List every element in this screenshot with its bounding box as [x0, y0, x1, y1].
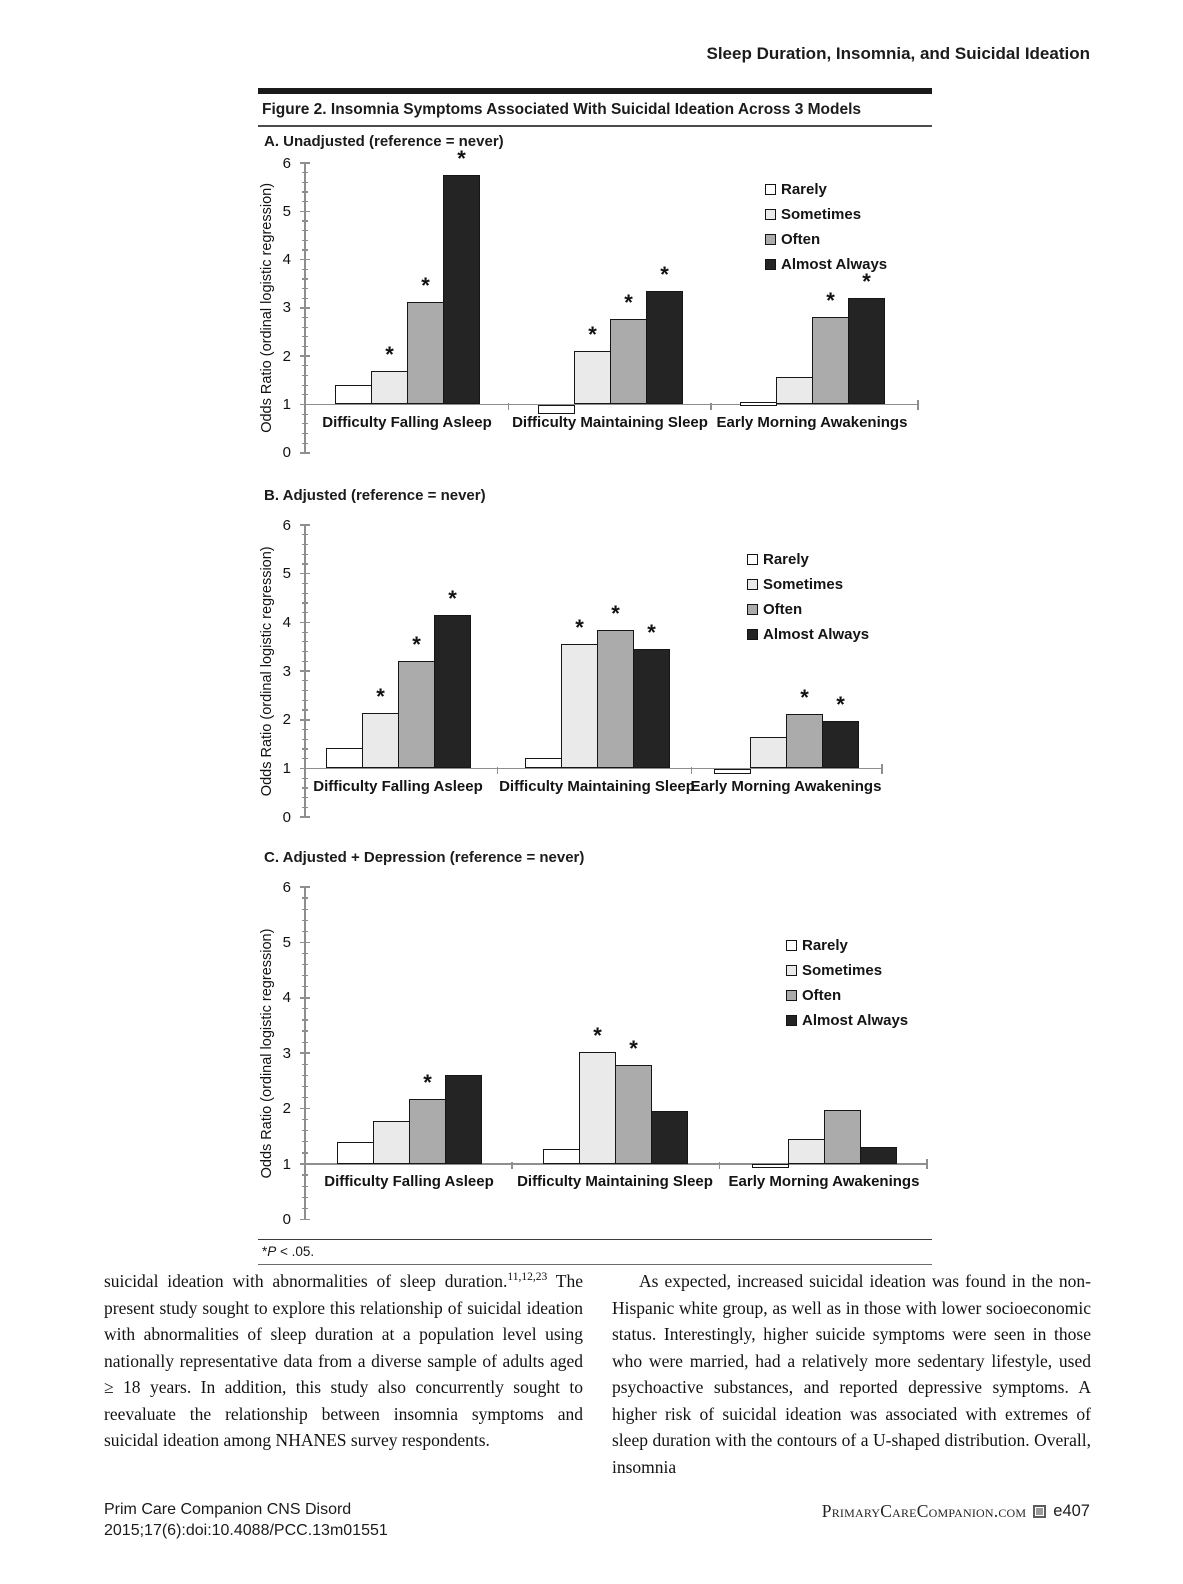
- panel-c-adjusted-depression: [258, 849, 932, 1231]
- y-major-tick: [300, 1108, 310, 1110]
- y-minor-tick: [302, 593, 308, 594]
- legend-swatch-rarely: [765, 184, 776, 195]
- legend-label: Almost Always: [781, 256, 888, 273]
- bar-rarely: [752, 1164, 789, 1168]
- y-tick-label: 6: [282, 154, 291, 172]
- bar-sometimes: [750, 737, 787, 769]
- chart-b-adjusted: [258, 507, 932, 829]
- y-axis-title: Odds Ratio (ordinal logistic regression): [259, 182, 275, 433]
- bar-rarely: [740, 402, 777, 406]
- y-minor-tick: [302, 680, 308, 681]
- y-tick-label: 5: [282, 933, 291, 951]
- significance-asterisk: *: [423, 1070, 432, 1096]
- legend-swatch-almost-always: [765, 259, 776, 270]
- y-major-tick: [300, 259, 310, 261]
- y-minor-tick: [302, 298, 308, 299]
- bar-rarely: [538, 405, 575, 414]
- y-tick-label: 5: [282, 202, 291, 220]
- y-minor-tick: [302, 1152, 308, 1153]
- significance-asterisk: *: [629, 1035, 638, 1061]
- y-minor-tick: [302, 443, 308, 444]
- legend-item: [765, 202, 861, 227]
- y-major-tick: [300, 1052, 310, 1054]
- bar-often: [409, 1099, 446, 1164]
- y-minor-tick: [302, 201, 308, 202]
- significance-asterisk: *: [647, 619, 656, 645]
- legend-item: [786, 958, 882, 983]
- y-major-tick: [300, 622, 310, 624]
- significance-asterisk: *: [624, 290, 633, 315]
- chart-c-adjusted-depression: [258, 869, 932, 1231]
- y-minor-tick: [302, 739, 308, 740]
- y-minor-tick: [302, 1197, 308, 1198]
- bar-sometimes: [776, 377, 813, 405]
- legend-item: [747, 572, 843, 597]
- y-minor-tick: [302, 758, 308, 759]
- significance-asterisk: *: [588, 322, 597, 348]
- significance-asterisk: *: [575, 615, 584, 641]
- body-text-right-column: As expected, increased suicidal ideation was found in the non-Hispanic white group, as well as in those with lower socioeconomic status. Interestingly, higher suicide symptoms were seen in those who were married, had a relatively more sedentary lifestyle, used psychoactive substances, and reported depressive symptoms. A higher risk of suicidal ideation was associated with extremes of sleep duration with the contours of a U-shaped distribution. Overall, insomnia: [612, 1271, 1091, 1477]
- y-minor-tick: [302, 1075, 308, 1076]
- y-minor-tick: [302, 544, 308, 545]
- legend-item: [765, 252, 887, 277]
- legend-label: Sometimes: [802, 962, 883, 979]
- y-tick-label: 1: [282, 1155, 291, 1173]
- legend-swatch-almost-always: [786, 1015, 797, 1026]
- significance-asterisk: *: [412, 632, 421, 658]
- y-minor-tick: [302, 288, 308, 289]
- y-minor-tick: [302, 1064, 308, 1065]
- left-column-text: suicidal ideation with abnormalities of sleep duration.: [104, 1271, 508, 1291]
- y-tick-label: 4: [282, 613, 291, 631]
- bar-almost-always: [822, 721, 859, 769]
- figure-footnote: [258, 1239, 932, 1265]
- journal-name: Prim Care Companion CNS Disord: [104, 1501, 352, 1518]
- y-tick-label: 3: [282, 662, 291, 680]
- y-minor-tick: [302, 986, 308, 987]
- page-number: e407: [1053, 1502, 1090, 1520]
- y-minor-tick: [302, 336, 308, 337]
- bar-often: [407, 302, 444, 405]
- x-axis-end-tick: [917, 400, 919, 410]
- category-label: Early Morning Awakenings: [690, 777, 882, 795]
- journal-doi: 2015;17(6):doi:10.4088/PCC.13m01551: [104, 1522, 388, 1539]
- y-major-tick: [300, 524, 310, 526]
- legend-item: [747, 597, 802, 622]
- bar-almost-always: [633, 649, 670, 769]
- legend-label: Often: [763, 601, 803, 618]
- bar-sometimes: [371, 371, 408, 405]
- significance-asterisk: *: [611, 600, 620, 626]
- category-label: Difficulty Falling Asleep: [324, 1173, 494, 1190]
- y-major-tick: [300, 886, 310, 888]
- panel-a-unadjusted: [258, 133, 932, 465]
- panel-b-adjusted: [258, 487, 932, 829]
- category-separator-tick: [719, 1162, 721, 1169]
- y-minor-tick: [302, 1141, 308, 1142]
- panel-c-label: C. Adjusted + Depression (reference = never): [264, 849, 585, 866]
- bar-almost-always: [445, 1075, 482, 1164]
- figure-2: [258, 88, 932, 1265]
- category-label: Early Morning Awakenings: [728, 1173, 920, 1190]
- bar-rarely: [337, 1142, 374, 1164]
- y-major-tick: [300, 573, 310, 575]
- significance-asterisk: *: [826, 287, 835, 313]
- y-minor-tick: [302, 563, 308, 564]
- bar-rarely: [543, 1149, 580, 1164]
- y-minor-tick: [302, 690, 308, 691]
- y-tick-label: 1: [282, 396, 291, 413]
- legend-label: Rarely: [802, 937, 848, 954]
- bar-sometimes: [561, 644, 598, 768]
- bar-almost-always: [848, 298, 885, 405]
- y-minor-tick: [302, 182, 308, 183]
- category-separator-tick: [508, 403, 510, 410]
- legend-label: Sometimes: [781, 206, 862, 223]
- journal-website: PrimaryCareCompanion.com: [821, 1501, 1027, 1521]
- y-minor-tick: [302, 365, 308, 366]
- category-separator-tick: [710, 403, 712, 410]
- bar-sometimes: [788, 1139, 825, 1164]
- y-minor-tick: [302, 240, 308, 241]
- y-minor-tick: [302, 230, 308, 231]
- significance-asterisk: *: [862, 268, 871, 294]
- y-major-tick: [300, 162, 310, 164]
- significance-asterisk: *: [660, 261, 669, 287]
- legend-label: Almost Always: [802, 1012, 909, 1029]
- footnote-threshold: < .05.: [276, 1244, 315, 1259]
- legend-label: Rarely: [763, 551, 809, 568]
- legend-swatch-rarely: [786, 940, 797, 951]
- legend-item: [747, 547, 809, 572]
- y-minor-tick: [302, 602, 308, 603]
- y-minor-tick: [302, 1042, 308, 1043]
- bar-often: [824, 1110, 861, 1164]
- x-axis-end-tick: [926, 1159, 928, 1169]
- bar-often: [786, 714, 823, 769]
- y-minor-tick: [302, 1097, 308, 1098]
- y-minor-tick: [302, 931, 308, 932]
- significance-asterisk: *: [800, 684, 809, 710]
- y-minor-tick: [302, 433, 308, 434]
- category-separator-tick: [497, 767, 499, 774]
- y-minor-tick: [302, 583, 308, 584]
- body-text: [104, 1268, 1091, 1480]
- y-tick-label: 3: [282, 299, 291, 317]
- running-head: Sleep Duration, Insomnia, and Suicidal Ideation: [706, 44, 1090, 63]
- category-label: Early Morning Awakenings: [716, 413, 908, 431]
- legend-label: Rarely: [781, 181, 827, 198]
- y-tick-label: 3: [282, 1044, 291, 1062]
- bar-sometimes: [373, 1121, 410, 1164]
- y-tick-label: 4: [282, 989, 291, 1007]
- y-minor-tick: [302, 1030, 308, 1031]
- bar-rarely: [326, 748, 363, 768]
- legend-swatch-sometimes: [747, 579, 758, 590]
- journal-citation: [104, 1499, 388, 1541]
- y-major-tick: [300, 719, 310, 721]
- figure-title: Figure 2. Insomnia Symptoms Associated With Suicidal Ideation Across 3 Models: [258, 94, 932, 127]
- y-axis-title: Odds Ratio (ordinal logistic regression): [259, 546, 275, 797]
- y-tick-label: 2: [282, 1100, 291, 1118]
- y-major-tick: [300, 670, 310, 672]
- significance-asterisk: *: [593, 1023, 602, 1049]
- y-tick-label: 2: [282, 711, 291, 729]
- y-minor-tick: [302, 909, 308, 910]
- y-tick-label: 5: [282, 565, 291, 583]
- category-label: Difficulty Falling Asleep: [313, 777, 483, 795]
- legend-label: Sometimes: [763, 576, 844, 593]
- y-minor-tick: [302, 1019, 308, 1020]
- legend-swatch-sometimes: [786, 965, 797, 976]
- y-minor-tick: [302, 807, 308, 808]
- bar-often: [812, 317, 849, 405]
- significance-asterisk: *: [448, 586, 457, 612]
- legend-item: [786, 933, 848, 958]
- y-minor-tick: [302, 327, 308, 328]
- y-major-tick: [300, 942, 310, 944]
- legend-swatch-sometimes: [765, 209, 776, 220]
- y-minor-tick: [302, 1208, 308, 1209]
- y-minor-tick: [302, 748, 308, 749]
- y-major-tick: [300, 816, 310, 818]
- category-label: Difficulty Maintaining Sleep: [512, 413, 708, 431]
- y-minor-tick: [302, 534, 308, 535]
- left-column-text-continued: The present study sought to explore this relationship of suicidal ideation with abnormalities of sleep duration at a population level using nationally representative data from a diverse sample of adults aged ≥ 18 years. In addition, this study also concurrently sought to reevaluate the relationship between insomnia symptoms and suicidal ideation among NHANES survey respondents.: [104, 1271, 583, 1450]
- y-minor-tick: [302, 554, 308, 555]
- significance-asterisk: *: [421, 272, 430, 298]
- legend-swatch-often: [786, 990, 797, 1001]
- y-minor-tick: [302, 700, 308, 701]
- y-minor-tick: [302, 278, 308, 279]
- bar-rarely: [335, 385, 372, 404]
- y-major-tick: [300, 452, 310, 454]
- x-axis-end-tick: [881, 764, 883, 774]
- footnote-p-symbol: P: [267, 1244, 277, 1259]
- bar-sometimes: [362, 713, 399, 769]
- y-minor-tick: [302, 394, 308, 395]
- bar-almost-always: [646, 291, 683, 405]
- y-minor-tick: [302, 661, 308, 662]
- y-minor-tick: [302, 612, 308, 613]
- y-minor-tick: [302, 249, 308, 250]
- bar-almost-always: [443, 175, 480, 404]
- y-tick-label: 6: [282, 878, 291, 896]
- legend-item: [786, 983, 841, 1008]
- y-minor-tick: [302, 729, 308, 730]
- y-minor-tick: [302, 797, 308, 798]
- body-text-left-column: [104, 1268, 583, 1480]
- category-label: Difficulty Falling Asleep: [322, 413, 492, 431]
- footer-right: [822, 1501, 1090, 1522]
- y-minor-tick: [302, 1130, 308, 1131]
- y-minor-tick: [302, 897, 308, 898]
- chart-a-unadjusted: [258, 146, 932, 465]
- y-minor-tick: [302, 375, 308, 376]
- bar-sometimes: [574, 351, 611, 404]
- category-separator-tick: [691, 767, 693, 774]
- y-minor-tick: [302, 269, 308, 270]
- legend-item: [765, 227, 820, 252]
- significance-asterisk: *: [836, 691, 845, 717]
- footnote-asterisk: *: [262, 1244, 268, 1259]
- category-label: Difficulty Maintaining Sleep: [517, 1173, 713, 1190]
- legend-label: Almost Always: [763, 626, 870, 643]
- y-tick-label: 0: [282, 1210, 291, 1228]
- y-axis-title: Odds Ratio (ordinal logistic regression): [259, 928, 275, 1179]
- legend-item: [786, 1008, 908, 1033]
- y-tick-label: 0: [282, 808, 291, 826]
- y-minor-tick: [302, 975, 308, 976]
- category-separator-tick: [511, 1162, 513, 1169]
- y-minor-tick: [302, 172, 308, 173]
- significance-asterisk: *: [385, 341, 394, 367]
- bar-almost-always: [651, 1111, 688, 1164]
- bar-often: [597, 630, 634, 769]
- bar-often: [615, 1065, 652, 1164]
- y-minor-tick: [302, 346, 308, 347]
- y-minor-tick: [302, 953, 308, 954]
- y-minor-tick: [302, 1008, 308, 1009]
- legend-swatch-almost-always: [747, 629, 758, 640]
- y-tick-label: 4: [282, 251, 291, 269]
- significance-asterisk: *: [457, 146, 466, 172]
- legend-swatch-rarely: [747, 554, 758, 565]
- legend-item: [747, 622, 869, 647]
- y-major-tick: [300, 355, 310, 357]
- y-minor-tick: [302, 1119, 308, 1120]
- legend-swatch-often: [765, 234, 776, 245]
- y-minor-tick: [302, 709, 308, 710]
- bar-often: [398, 661, 435, 768]
- y-minor-tick: [302, 191, 308, 192]
- significance-asterisk: *: [376, 683, 385, 709]
- y-major-tick: [300, 1219, 310, 1221]
- reference-superscript: 11,12,23: [507, 1271, 548, 1284]
- y-minor-tick: [302, 220, 308, 221]
- panel-b-label: B. Adjusted (reference = never): [264, 487, 486, 504]
- y-major-tick: [300, 307, 310, 309]
- y-minor-tick: [302, 920, 308, 921]
- y-tick-label: 6: [282, 516, 291, 534]
- bar-almost-always: [434, 615, 471, 768]
- bar-rarely: [525, 758, 562, 768]
- y-minor-tick: [302, 651, 308, 652]
- y-tick-label: 2: [282, 347, 291, 365]
- y-minor-tick: [302, 632, 308, 633]
- category-label: Difficulty Maintaining Sleep: [499, 777, 695, 795]
- y-major-tick: [300, 997, 310, 999]
- legend-label: Often: [781, 231, 821, 248]
- y-major-tick: [300, 211, 310, 213]
- y-minor-tick: [302, 385, 308, 386]
- journal-square-icon: [1033, 1505, 1046, 1518]
- y-minor-tick: [302, 641, 308, 642]
- y-minor-tick: [302, 1086, 308, 1087]
- y-tick-label: 0: [282, 444, 291, 462]
- y-minor-tick: [302, 317, 308, 318]
- legend-item: [765, 177, 827, 202]
- bar-almost-always: [860, 1147, 897, 1164]
- bar-rarely: [714, 769, 751, 775]
- legend-label: Often: [802, 987, 842, 1004]
- panel-a-label: A. Unadjusted (reference = never): [264, 133, 504, 150]
- bar-sometimes: [579, 1052, 616, 1164]
- y-minor-tick: [302, 964, 308, 965]
- legend-swatch-often: [747, 604, 758, 615]
- bar-often: [610, 319, 647, 404]
- y-tick-label: 1: [282, 760, 291, 777]
